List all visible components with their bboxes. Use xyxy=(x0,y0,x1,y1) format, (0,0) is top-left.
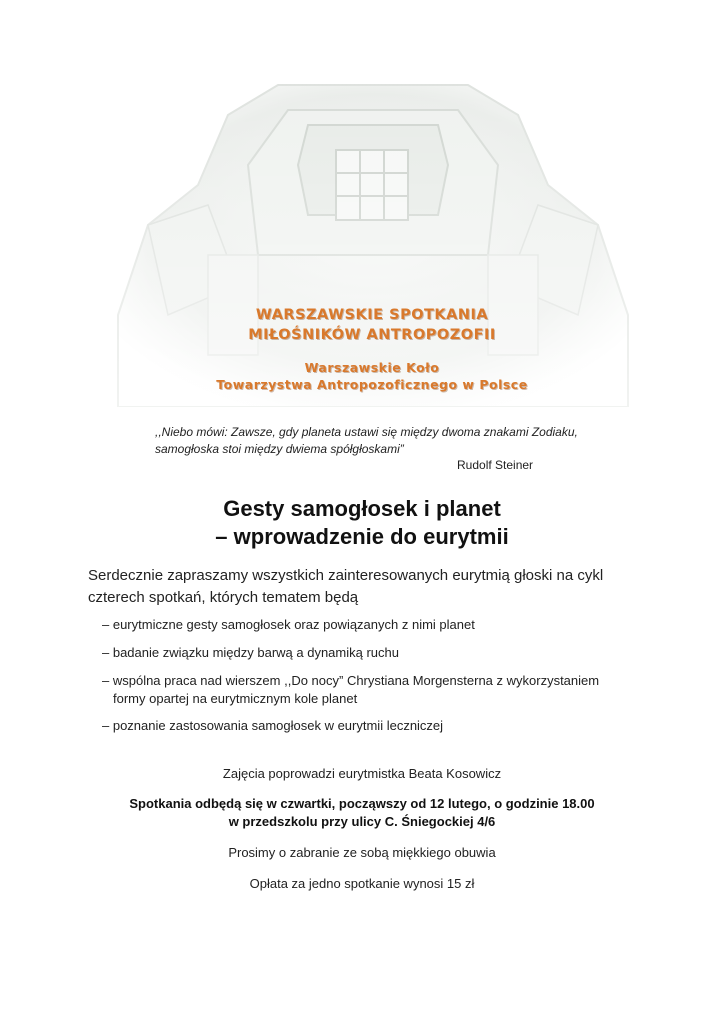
topic-text: – wspólna praca nad wierszem ,,Do nocy” Chrystiana Morgensterna z wykorzystaniem xyxy=(102,673,600,688)
quote-line2: samogłoska stoi między dwiema spółgłoskami” xyxy=(155,442,404,456)
intro-paragraph xyxy=(88,565,648,609)
list-item xyxy=(102,717,632,735)
page-title-line1: Gesty samogłosek i planet xyxy=(223,496,501,521)
quote-line1: ,,Niebo mówi: Zawsze, gdy planeta ustawi się między dwoma znakami Zodiaku, xyxy=(155,425,578,439)
header-banner xyxy=(108,55,636,407)
topic-text: – poznanie zastosowania samogłosek w eurytmii leczniczej xyxy=(102,718,444,733)
list-item xyxy=(102,644,632,662)
epigraph-quote xyxy=(155,424,625,458)
banner-subtitle-line1: Warszawskie Koło xyxy=(304,360,440,375)
goetheanum-building-image xyxy=(108,55,636,407)
shoes-note: Prosimy o zabranie ze sobą miękkiego obuwia xyxy=(228,845,496,860)
intro-line2: czterech spotkań, których tematem będą xyxy=(88,589,359,606)
banner-title-line1: WARSZAWSKIE SPOTKANIA xyxy=(255,307,489,323)
list-item xyxy=(102,616,632,634)
schedule-line1: Spotkania odbędą się w czwartki, począwszy od 12 lutego, o godzinie 18.00 xyxy=(129,796,595,811)
page-title-line2: – wprowadzenie do eurytmii xyxy=(215,524,509,549)
fee-note: Opłata za jedno spotkanie wynosi 15 zł xyxy=(249,876,475,891)
intro-line1: Serdecznie zapraszamy wszystkich zainteresowanych eurytmią głoski na cykl xyxy=(88,567,604,584)
schedule-line2: w przedszkolu przy ulicy C. Śniegockiej 4/6 xyxy=(228,814,496,829)
topic-text-continuation: formy opartej na eurytmicznym kole planet xyxy=(113,691,358,706)
banner-subtitle-line2: Towarzystwa Antropozoficznego w Polsce xyxy=(216,377,528,392)
quote-author: Rudolf Steiner xyxy=(457,458,534,472)
banner-title-line2: MIŁOŚNIKÓW ANTROPOZOFII xyxy=(248,327,496,343)
topic-text: – badanie związku między barwą a dynamiką ruchu xyxy=(102,645,399,660)
list-item xyxy=(102,672,632,708)
topic-text: – eurytmiczne gesty samogłosek oraz powiązanych z nimi planet xyxy=(102,617,475,632)
teacher-info: Zajęcia poprowadzi eurytmistka Beata Kosowicz xyxy=(222,766,502,781)
